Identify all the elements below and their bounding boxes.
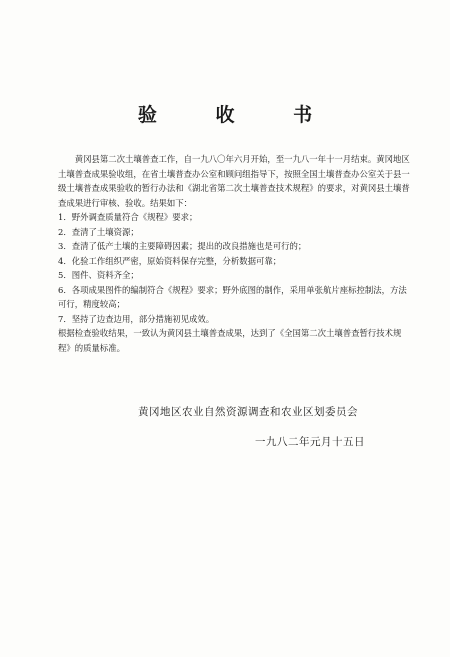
document-body [58, 152, 412, 355]
intro-paragraph: 黄冈县第二次土壤普查工作，自一九八〇年六月开始，至一九八一年十一月结束。黄冈地区土壤普查成果验收组，在省土壤普查办公室和顾问组指导下，按照全国土壤普查办公室关于县一级土壤普查成果验收的暂行办法和《湖北省第二次土壤普查技术规程》的要求，对黄冈县土壤普查成果进行审核、验收。结果如下： [58, 154, 410, 208]
issue-date: 一九八二年元月十五日 [255, 436, 365, 448]
result-item-4: 4．化验工作组织严密，原始资料保存完整，分析数据可靠； [58, 255, 282, 266]
result-item-6: 6．各项成果图件的编制符合《规程》要求；野外底图的制作，采用单张航片座标控制法，方法可行，精度较高； [58, 284, 407, 309]
result-item-1: 1．野外调查质量符合《规程》要求； [58, 212, 198, 222]
result-item-7: 7．坚持了边查边用，部分措施初见成效。 [58, 313, 215, 324]
results-list [58, 210, 412, 326]
result-item-5: 5．图件、资料齐全； [58, 270, 139, 280]
result-item-3: 3．查清了低产土壤的主要障碍因素；提出的改良措施也是可行的； [58, 241, 307, 251]
result-item-2: 2．查清了土壤资源； [58, 226, 139, 237]
conclusion-paragraph: 根据检查验收结果，一致认为黄冈县土壤普查成果，达到了《全国第二次土壤普查暂行技术规程》的质量标准。 [58, 328, 402, 353]
issuing-organization: 黄冈地区农业自然资源调查和农业区划委员会 [138, 406, 358, 418]
document-title: 验 收 书 [137, 104, 339, 126]
